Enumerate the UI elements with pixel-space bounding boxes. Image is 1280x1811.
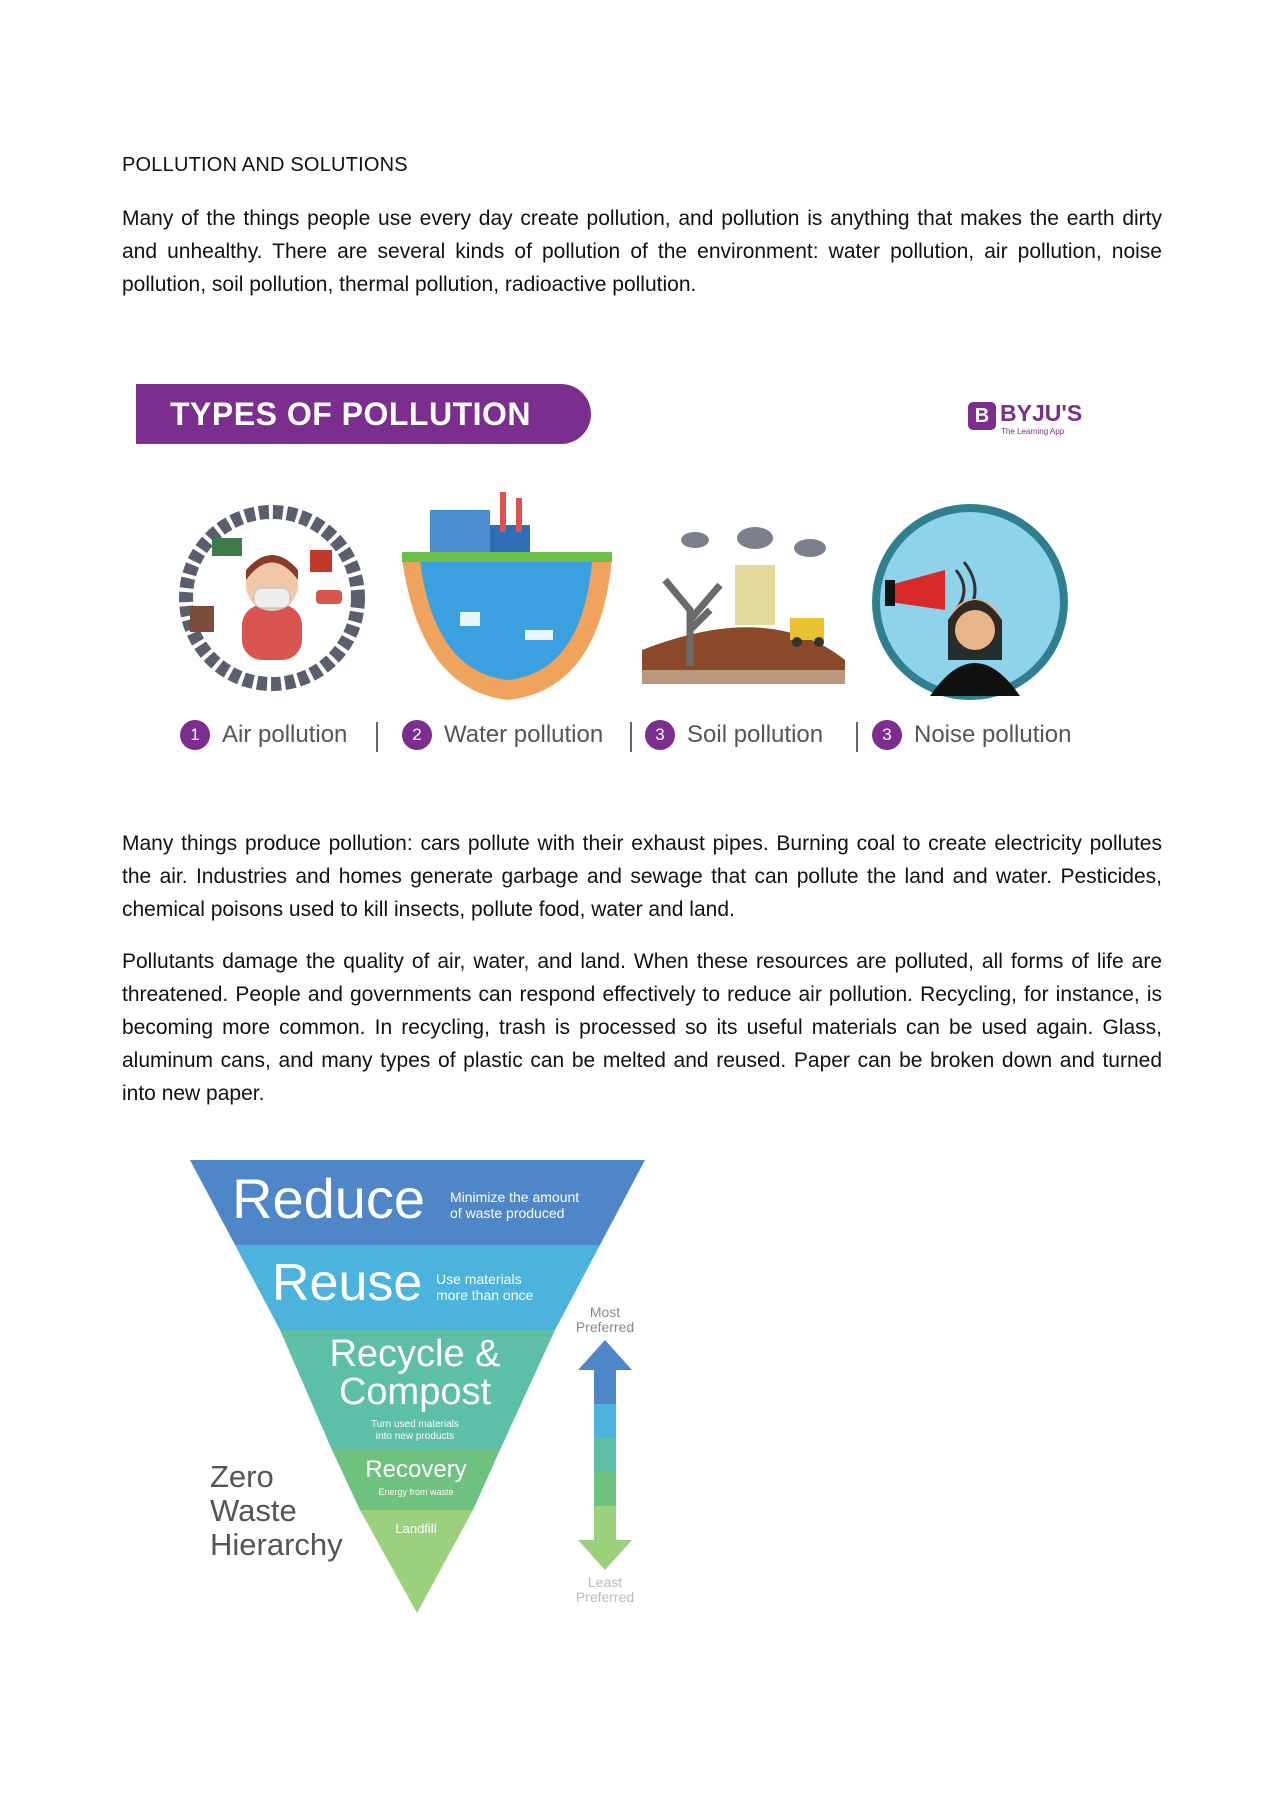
- arrow-segment: [594, 1404, 616, 1438]
- arrow-down-icon: [578, 1540, 632, 1570]
- logo-tagline: The Learning App: [1001, 427, 1065, 436]
- caption-label: Noise pollution: [914, 721, 1072, 748]
- caption-number: 2: [402, 720, 432, 750]
- arrow-segment: [594, 1370, 616, 1404]
- caption-label: Water pollution: [444, 721, 604, 748]
- pollution-illustrations: [130, 380, 1090, 720]
- arrow-label-line: Preferred: [575, 1319, 635, 1335]
- arrow-segment: [594, 1472, 616, 1506]
- arrow-top-label: [570, 1305, 640, 1335]
- caption-label: Air pollution: [222, 721, 348, 748]
- air-pollution-illustration: [186, 512, 358, 684]
- arrow-label-line: Most: [589, 1304, 621, 1320]
- page-title: POLLUTION AND SOLUTIONS: [122, 154, 408, 176]
- level-recycle-name: [315, 1335, 515, 1411]
- desc-line: Minimize the amount: [450, 1189, 580, 1205]
- level-recycle-desc: [315, 1419, 515, 1443]
- desc-line: into new products: [375, 1431, 455, 1442]
- paragraph-sources: Many things produce pollution: cars pollute with their exhaust pipes. Burning coal to create electricity pollutes the air. Industries and homes generate garbage and sewage that can pollute the land and water. Pesticides, chemical poisons used to kill insects, pollute food, water and land.: [122, 832, 1162, 921]
- soil-pollution-illustration: [642, 527, 845, 684]
- level-recovery-name: Recovery: [365, 1456, 467, 1483]
- hierarchy-side-title: [210, 1460, 343, 1562]
- noise-pollution-illustration: [876, 508, 1064, 696]
- caption-item: [645, 720, 823, 750]
- level-landfill-name: Landfill: [395, 1521, 437, 1536]
- side-title-line: Zero: [210, 1459, 274, 1494]
- caption-divider: [630, 722, 632, 752]
- arrow-bottom-label: [570, 1575, 640, 1605]
- arrow-segment: [594, 1506, 616, 1540]
- name-line: Compost: [338, 1371, 492, 1413]
- caption-item: [872, 720, 1071, 750]
- arrow-label-line: Least: [587, 1574, 623, 1590]
- types-of-pollution-infographic: [130, 380, 1090, 770]
- arrow-segment: [594, 1438, 616, 1472]
- side-title-line: Waste: [210, 1493, 297, 1528]
- desc-line: more than once: [436, 1287, 534, 1303]
- paragraph-intro: Many of the things people use every day create pollution, and pollution is anything that makes the earth dirty and unhealthy. There are several kinds of pollution of the environment: water pollution, air pollution, noise pollution, soil pollution, thermal pollution, radioactive pollution.: [122, 207, 1162, 296]
- caption-number: 1: [180, 720, 210, 750]
- name-line: Recycle &: [329, 1333, 501, 1375]
- zero-waste-hierarchy: [180, 1155, 650, 1615]
- level-recovery-desc: Energy from waste: [378, 1487, 454, 1497]
- caption-divider: [856, 722, 858, 752]
- level-reuse-name: Reuse: [272, 1254, 423, 1312]
- arrow-label-line: Preferred: [575, 1589, 635, 1605]
- caption-label: Soil pollution: [687, 721, 824, 748]
- level-reuse-desc: [436, 1271, 533, 1303]
- logo-name: BYJU'S: [1000, 400, 1083, 426]
- pollution-types-captions: [180, 720, 1080, 760]
- desc-line: of waste produced: [450, 1205, 565, 1221]
- level-reduce-desc: [450, 1189, 579, 1221]
- caption-item: [402, 720, 603, 750]
- caption-divider: [376, 722, 378, 752]
- arrow-up-icon: [578, 1340, 632, 1370]
- level-reduce-name: Reduce: [232, 1167, 426, 1230]
- side-title-line: Hierarchy: [210, 1527, 343, 1562]
- desc-line: Use materials: [436, 1271, 522, 1287]
- caption-item: [180, 720, 347, 750]
- water-pollution-illustration: [402, 492, 612, 700]
- logo-mark: B: [968, 402, 996, 430]
- caption-number: 3: [645, 720, 675, 750]
- caption-number: 3: [872, 720, 902, 750]
- infographic-banner: TYPES OF POLLUTION: [136, 384, 591, 444]
- desc-line: Turn used materials: [371, 1419, 459, 1430]
- paragraph-solutions: Pollutants damage the quality of air, water, and land. When these resources are polluted, all forms of life are threatened. People and governments can respond effectively to reduce air pollution. Recycling, for instance, is becoming more common. In recycling, trash is processed so its useful materials can be used again. Glass, aluminum cans, and many types of plastic can be melted and reused. Paper can be broken down and turned into new paper.: [122, 950, 1162, 1105]
